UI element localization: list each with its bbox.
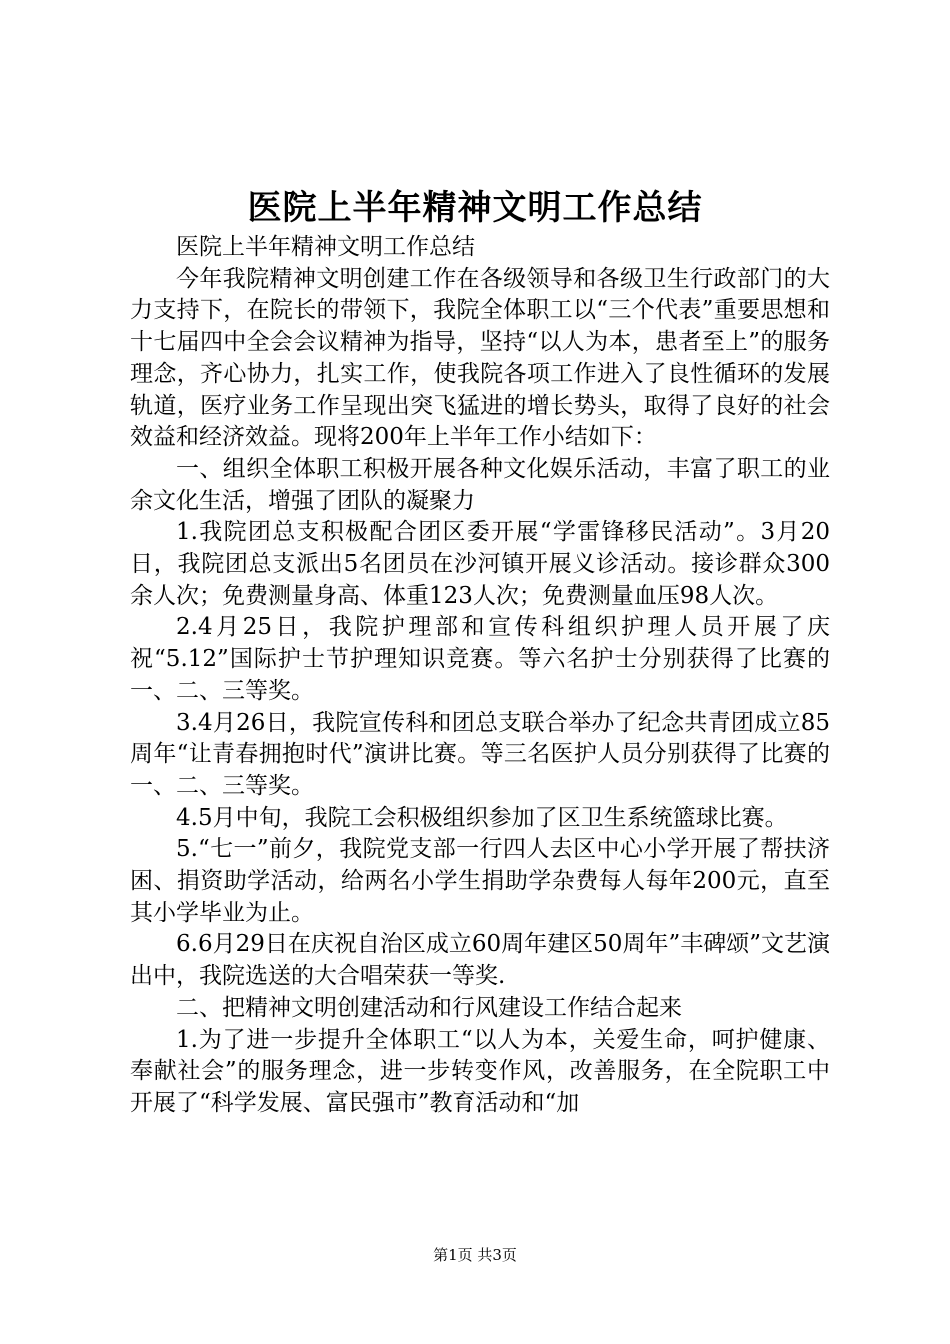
paragraph: 4.5月中旬，我院工会积极组织参加了区卫生系统篮球比赛。 [176,804,788,831]
paragraph: 一、组织全体职工积极开展各种文化娱乐活动，丰富了职工的业余文化生活，增强了团队的凝聚力 [130,455,830,514]
document-title: 医院上半年精神文明工作总结 [247,188,703,228]
document-body [130,232,830,1120]
paragraph: 医院上半年精神文明工作总结 [176,234,475,260]
page-footer: 第1页 共3页 [433,1246,517,1264]
paragraph: 1.我院团总支积极配合团区委开展“学雷锋移民活动”。3月20日，我院团总支派出5名团员在沙河镇开展义诊活动。接诊群众300余人次；免费测量身高、体重123人次；免费测量血压98人次。 [130,519,830,609]
paragraph: 2.4月25日，我院护理部和宣传科组织护理人员开展了庆祝“5.12”国际护士节护理知识竞赛。等六名护士分别获得了比赛的一、二、三等奖。 [130,614,830,704]
paragraph: 3.4月26日，我院宣传科和团总支联合举办了纪念共青团成立85周年“让青春拥抱时代”演讲比赛。等三名医护人员分别获得了比赛的一、二、三等奖。 [130,709,830,799]
paragraph: 5.“七一”前夕，我院党支部一行四人去区中心小学开展了帮扶济困、捐资助学活动，给两名小学生捐助学杂费每人每年200元，直至其小学毕业为止。 [130,836,830,926]
paragraph: 二、把精神文明创建活动和行风建设工作结合起来 [176,994,682,1021]
paragraph: 今年我院精神文明创建工作在各级领导和各级卫生行政部门的大力支持下，在院长的带领下，我院全体职工以“三个代表”重要思想和十七届四中全会会议精神为指导，坚持“以人为本，患者至上”的服务理念，齐心协力，扎实工作，使我院各项工作进入了良性循环的发展轨道，医疗业务工作呈现出突飞猛进的增长势头，取得了良好的社会效益和经济效益。现将200年上半年工作小结如下： [130,265,830,451]
paragraph: 1.为了进一步提升全体职工“以人为本，关爱生命，呵护健康、奉献社会”的服务理念，进一步转变作风，改善服务，在全院职工中开展了“科学发展、富民强市”教育活动和“加 [130,1026,830,1116]
paragraph: 6.6月29日在庆祝自治区成立60周年建区50周年”丰碑颂”文艺演出中，我院选送的大合唱荣获一等奖. [130,931,830,990]
